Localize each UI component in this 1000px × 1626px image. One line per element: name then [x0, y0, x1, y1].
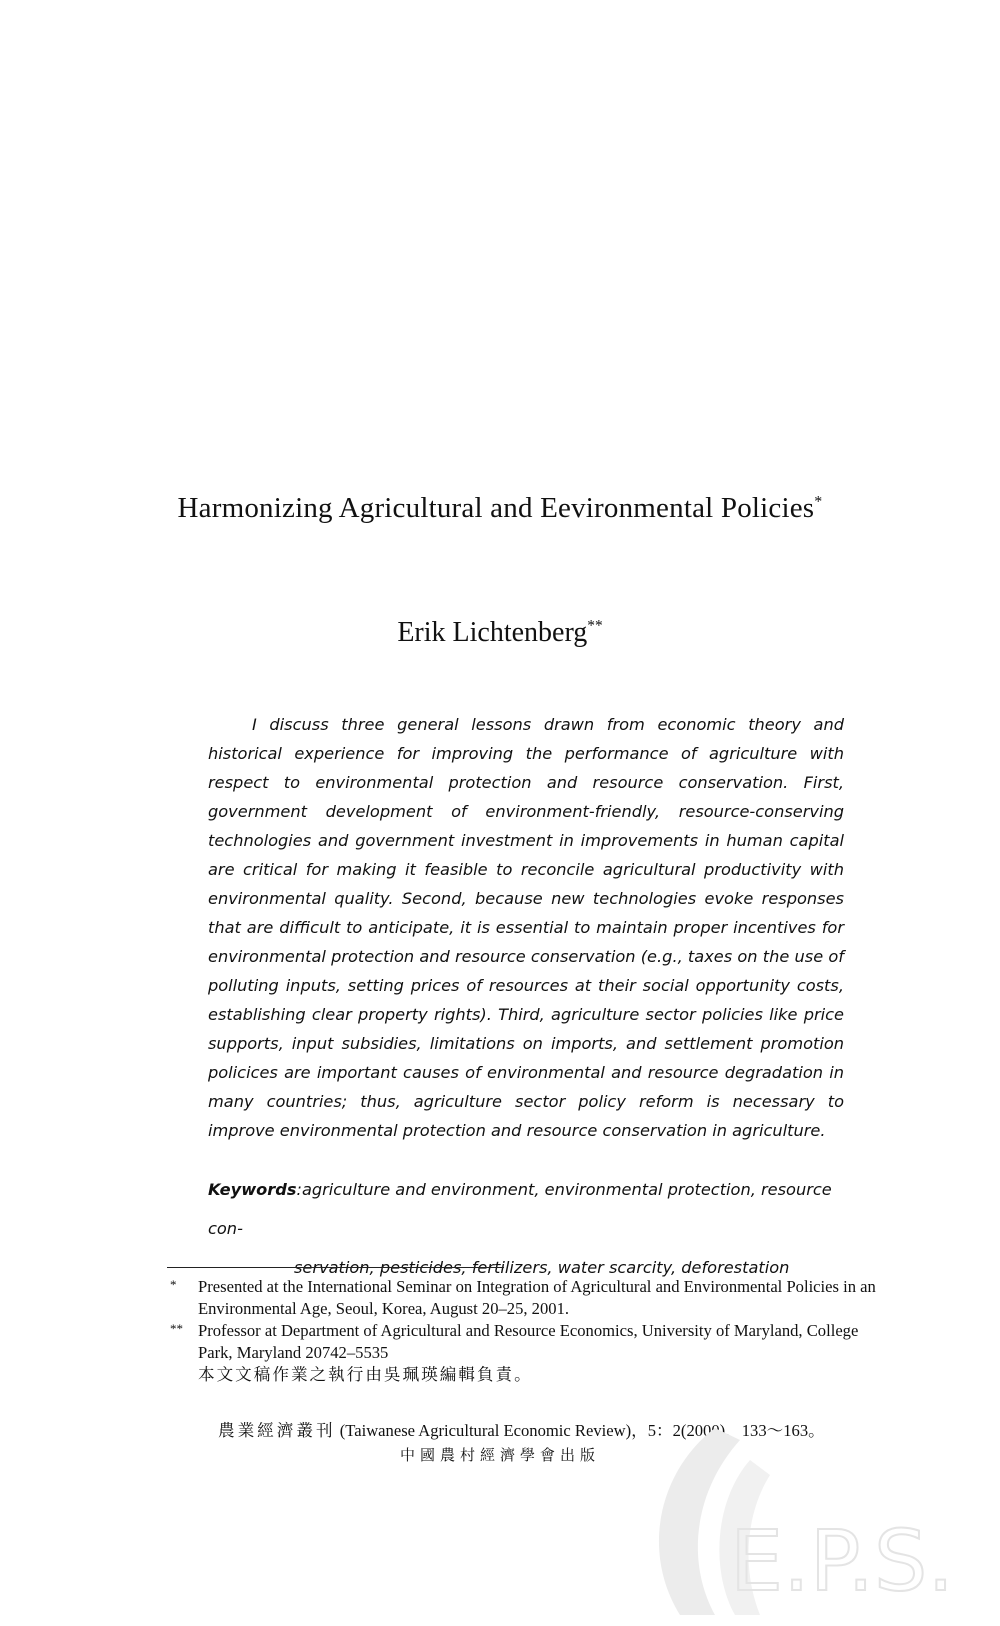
footnotes: [170, 1276, 890, 1386]
eps-watermark-logo: [620, 1420, 990, 1620]
keywords-line-1: :agriculture and environment, environmental protection, resource con-: [208, 1180, 832, 1238]
footnote-text: Professor at Department of Agricultural and Resource Economics, University of Maryland, College Park, Maryland 20742–5535: [198, 1321, 859, 1362]
watermark-text: E.P.S.: [730, 1512, 955, 1610]
keywords-line-2: servation, pesticides, fertilizers, water scarcity, deforestation: [294, 1258, 790, 1277]
author-footnote-mark: **: [587, 617, 603, 635]
publisher: 中國農村經濟學會出版: [399, 1448, 600, 1464]
abstract: I discuss three general lessons drawn from economic theory and historical experience for improving the performance of agriculture with respect to environmental protection and resource conservation. First, government development of environment-friendly, resource-conserving technologies and government investment in improvements in human capital are critical for making it feasible to reconcile agricultural productivity with environmental quality. Second, because new technologies evoke responses that are difficult to anticipate, it is essential to maintain proper incentives for environmental protection and resource conservation (e.g., taxes on the use of polluting inputs, setting prices of resources at their social opportunity costs, establishing clear property rights). Third, agriculture sector policies like price supports, input subsidies, limitations on imports, and settlement promotion policices are important causes of environmental and resource degradation in many countries; thus, agriculture sector policy reform is necessary to improve environmental protection and resource conservation in agriculture.: [208, 715, 844, 1140]
footnote-affiliation: [170, 1320, 890, 1364]
footnote-mark: *: [170, 1277, 177, 1292]
footnote-presented: [170, 1276, 890, 1320]
title-footnote-mark: *: [814, 493, 823, 511]
journal-citation-text: (Taiwanese Agricultural Economic Review)，5：2(2000)，133～163。: [335, 1421, 825, 1440]
footnote-mark: **: [170, 1321, 183, 1336]
author-name: Erik Lichtenberg**: [397, 617, 603, 648]
footnote-text: Presented at the International Seminar on Integration of Agricultural and Environmental Policies in an Environmental Age, Seoul, Korea, August 20–25, 2001.: [198, 1277, 876, 1318]
paper-title: Harmonizing Agricultural and Eevironmental Policies*: [177, 492, 823, 524]
footnote-divider: [167, 1267, 504, 1268]
journal-name-cjk: 農業經濟叢刊: [218, 1421, 336, 1440]
footnote-editor-note: 本文文稿作業之執行由吳珮瑛編輯負責。: [198, 1365, 533, 1384]
keywords-label: Keywords: [208, 1180, 297, 1199]
keywords: [208, 1170, 858, 1287]
